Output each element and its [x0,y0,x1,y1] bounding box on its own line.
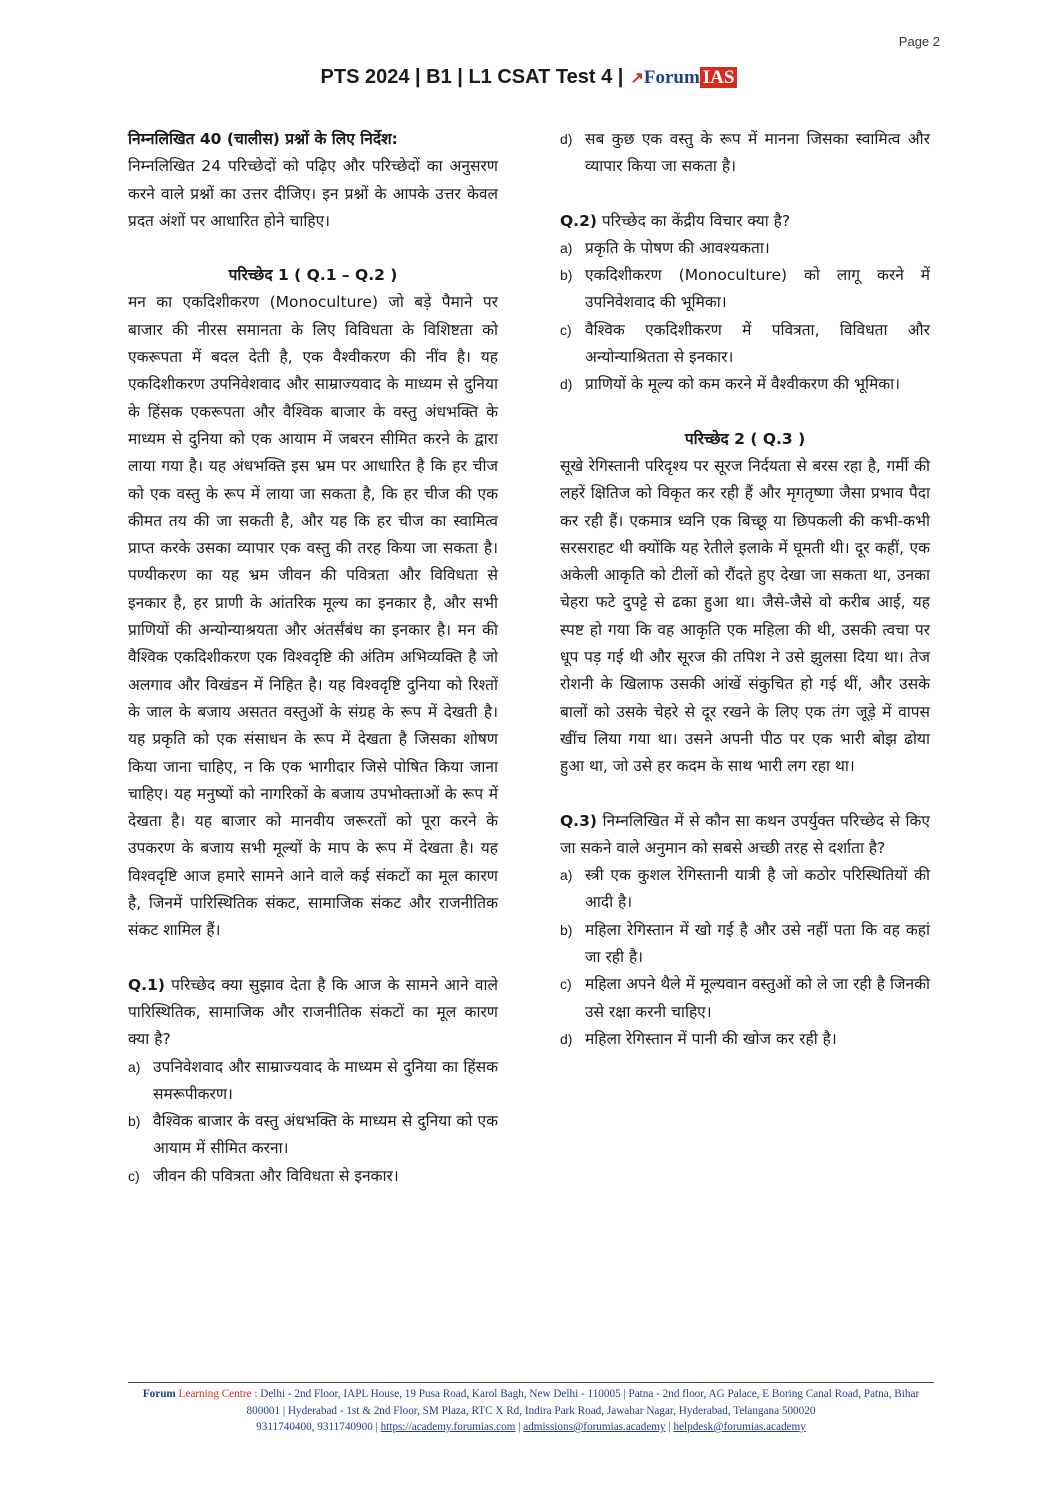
option-text: जीवन की पवित्रता और विविधता से इनकार। [153,1166,399,1185]
footer-brand-forum: Forum [142,1388,176,1400]
footer-admissions-email-link[interactable]: admissions@forumias.academy [523,1421,666,1433]
question-2 [560,208,930,235]
footer-separator: | [668,1421,671,1433]
logo-forum-text: Forum [643,66,700,88]
passage1-text: मन का एकदिशीकरण (Monoculture) जो बड़े पैमाने पर बाजार की नीरस समानता के लिए विविधता के विशिष्टता को एकरूपता में बदल देती है, एक वैश्वीकरण की नींव है। यह एकदिशीकरण उपनिवेशवाद और साम्राज्यवाद के माध्यम से दुनिया के हिंसक एकरूपता और वैश्विक बाजार के वस्तु अंधभक्ति के माध्यम से दुनिया को एक आयाम में जबरन सीमित करने के द्वारा लाया गया है। यह अंधभक्ति इस भ्रम पर आधारित है कि हर चीज को एक वस्तु के रूप में लाया जा सकता है, कि हर चीज की एक कीमत तय की जा सकती है, और यह कि हर चीज का स्वामित्व प्राप्त करके उसका व्यापार एक वस्तु की तरह किया जा सकता है। पण्यीकरण का यह भ्रम जीवन की पवित्रता और विविधता से इनकार है, हर प्राणी के आंतरिक मूल्य का इनकार है, और सभी प्राणियों की अन्योन्याश्रयता और अंतर्संबंध का इनकार है। मन की वैश्विक एकदिशीकरण एक विश्वदृष्टि की अंतिम अभिव्यक्ति है जो अलगाव और विखंडन में निहित है। यह विश्वदृष्टि दुनिया को रिश्तों के जाल के बजाय असतत वस्तुओं के संग्रह के रूप में देखती है। यह प्रकृति को एक संसाधन के रूप में देखता है जिसका शोषण किया जाना चाहिए, न कि एक भागीदार जिसे पोषित किया जाना चाहिए। यह मनुष्यों को नागरिकों के बजाय उपभोक्ताओं के रूप में देखता है। यह बाजार को मानवीय जरूरतों को पूरा करने के उपकरण के बजाय सभी मूल्यों के माप के रूप में देखता है। यह विश्वदृष्टि आज हमारे सामने आने वाले कई संकटों का मूल कारण है, जिनमें पारिस्थितिक संकट, सामाजिक संकट और राजनीतिक संकट शामिल हैं। [128,293,498,940]
option-text: महिला रेगिस्तान में खो गई है और उसे नहीं पता कि वह कहां जा रही है। [585,920,930,967]
option-letter: a) [128,1058,141,1075]
option-letter: b) [560,267,573,284]
left-column [128,126,498,1190]
instructions-title: निम्नलिखित 40 (चालीस) प्रश्नों के लिए निर्देश: [128,130,398,148]
question-number: Q.1) [128,975,165,994]
logo-ias-text: IAS [700,67,738,88]
option-letter: b) [128,1113,141,1130]
option-d [560,126,930,181]
question-number: Q.2) [560,211,597,230]
question-3 [560,808,930,863]
arrow-icon: ↗ [630,69,644,87]
right-column [560,126,930,1053]
option-text: उपनिवेशवाद और साम्राज्यवाद के माध्यम से दुनिया का हिंसक समरूपीकरण। [153,1057,498,1103]
option-letter: d) [560,1030,573,1047]
passage1-title: परिच्छेद 1 ( Q.1 – Q.2 ) [228,266,398,285]
test-title: PTS 2024 | B1 | L1 CSAT Test 4 | [320,66,624,88]
option-a [560,235,930,262]
footer-phones: 9311740400, 9311740900 | [256,1421,378,1433]
option-text: वैश्विक एकदिशीकरण में पवित्रता, विविधता और अन्योन्याश्रितता से इनकार। [585,320,930,367]
question-text: परिच्छेद का केंद्रीय विचार क्या है? [601,211,791,230]
option-b [560,917,930,972]
option-b [560,262,930,317]
header [0,66,1058,89]
option-text: एकदिशीकरण (Monoculture) को लागू करने में उपनिवेशवाद की भूमिका। [585,266,930,312]
option-letter: a) [560,867,573,884]
option-text: प्रकृति के पोषण की आवश्यकता। [585,238,770,257]
option-d [560,1026,930,1053]
option-a [128,1054,498,1109]
option-b [128,1108,498,1163]
option-letter: c) [128,1167,140,1184]
footer-address: : Delhi - 2nd Floor, IAPL House, 19 Pusa Road, Karol Bagh, New Delhi - 110005 | Patna - 2nd floor, AG Palace, E Boring Canal Road, Patna, Bihar 800001 | Hyderabad - 1st & 2nd Floor, SM Plaza, RTC X Rd, Indira Park Road, Jawahar Nagar, Hyderabad, Telangana 500020 [246,1388,920,1417]
option-letter: b) [560,921,573,938]
option-c [560,971,930,1026]
footer-separator: | [518,1421,521,1433]
footer [128,1386,934,1436]
footer-website-link[interactable]: https://academy.forumias.com [380,1421,516,1433]
option-a [560,862,930,917]
option-c [128,1163,498,1190]
option-letter: d) [560,131,573,147]
footer-helpdesk-email-link[interactable]: helpdesk@forumias.academy [673,1421,806,1433]
question-number: Q.3) [560,811,597,830]
footer-brand-centre: Learning Centre [178,1388,252,1400]
option-text: स्त्री एक कुशल रेगिस्तानी यात्री है जो कठोर परिस्थितियों की आदी है। [585,866,930,912]
option-letter: c) [560,321,572,338]
option-d [560,371,930,398]
page-number: Page 2 [898,34,940,49]
passage2-text: सूखे रेगिस्तानी परिदृश्य पर सूरज निर्दयता से बरस रहा है, गर्मी की लहरें क्षितिज को विकृत कर रही हैं और मृगतृष्णा जैसा प्रभाव पैदा कर रही हैं। एकमात्र ध्वनि एक बिच्छू या छिपकली की कभी-कभी सरसराहट थी क्योंकि यह रेतीले इलाके में घूमती थी। दूर कहीं, एक अकेली आकृति को टीलों को रौंदते हुए देखा जा सकता था, उनका चेहरा फटे दुपट्टे से ढका हुआ था। जैसे-जैसे वो करीब आई, यह स्पष्ट हो गया कि वह आकृति एक महिला की थी, उसकी त्वचा पर धूप पड़ गई थी और सूरज की तपिश ने उसे झुलसा दिया था। तेज रोशनी के खिलाफ उसकी आंखें संकुचित हो गई थीं, और उसके बालों को उसके चेहरे से दूर रखने के लिए एक तंग जूड़े में वापस खींच लिया गया था। उसने अपनी पीठ पर एक भारी बोझ ढोया हुआ था, जो उसे हर कदम के साथ भारी लग रहा था। [560,456,930,776]
option-text: सब कुछ एक वस्तु के रूप में मानना जिसका स्वामित्व और व्यापार किया जा सकता है। [585,130,930,176]
question-1 [128,972,498,1054]
option-letter: a) [560,239,573,256]
option-c [560,317,930,372]
forumias-logo [630,67,737,89]
footer-divider [128,1382,934,1383]
question-text: परिच्छेद क्या सुझाव देता है कि आज के सामने आने वाले पारिस्थितिक, सामाजिक और राजनीतिक संकटों का मूल कारण क्या है? [128,975,498,1049]
option-text: प्राणियों के मूल्य को कम करने में वैश्वीकरण की भूमिका। [585,375,901,394]
option-text: महिला अपने थैले में मूल्यवान वस्तुओं को ले जा रही है जिनकी उसे रक्षा करनी चाहिए। [585,975,930,1021]
option-letter: d) [560,376,573,393]
passage2-title: परिच्छेद 2 ( Q.3 ) [684,429,806,448]
option-letter: c) [560,976,572,993]
question-text: निम्नलिखित में से कौन सा कथन उपर्युक्त परिच्छेद से किए जा सकने वाले अनुमान को सबसे अच्छी तरह से दर्शाता है? [560,811,930,857]
option-text: वैश्विक बाजार के वस्तु अंधभक्ति के माध्यम से दुनिया को एक आयाम में सीमित करना। [153,1112,498,1158]
option-text: महिला रेगिस्तान में पानी की खोज कर रही है। [585,1029,837,1048]
instructions-text: निम्नलिखित 24 परिच्छेदों को पढ़िए और परिच्छेदों का अनुसरण करने वाले प्रश्नों का उत्तर दीजिए। इन प्रश्नों के आपके उत्तर केवल प्रदत अंशों पर आधारित होने चाहिए। [128,157,498,230]
